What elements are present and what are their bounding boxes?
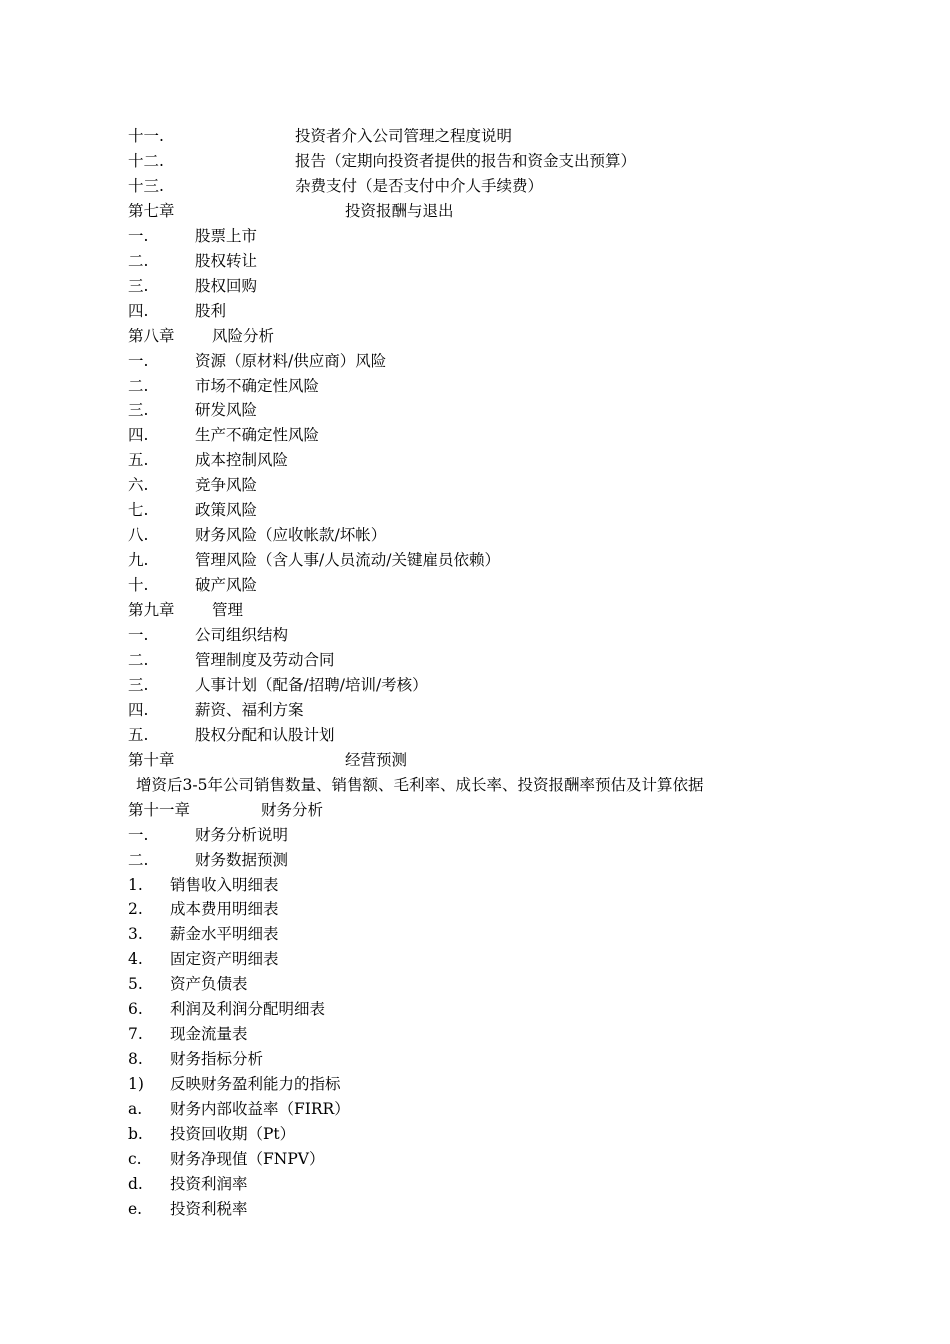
item-number: 一. [128, 227, 149, 245]
item-text: 现金流量表 [170, 1025, 248, 1043]
item-number: 六. [128, 476, 149, 494]
item-number: 五. [128, 726, 149, 744]
item-text: 管理风险（含人事/人员流动/关键雇员依赖） [195, 551, 500, 569]
item-number: 三. [128, 277, 149, 295]
item-text: 风险分析 [212, 327, 275, 345]
item-text: 薪资、福利方案 [195, 701, 304, 719]
item-text: 投资利税率 [170, 1200, 248, 1218]
item-number: 十一. [128, 127, 164, 145]
item-number: 二. [128, 377, 149, 395]
item-text: 破产风险 [195, 576, 258, 594]
item-text: 报告（定期向投资者提供的报告和资金支出预算） [295, 152, 637, 170]
item-number: 1) [128, 1075, 144, 1093]
item-text: 固定资产明细表 [170, 950, 279, 968]
item-text: 研发风险 [195, 401, 258, 419]
item-number: 十三. [128, 177, 164, 195]
item-text: 财务分析说明 [195, 826, 289, 844]
item-text: 管理制度及劳动合同 [195, 651, 335, 669]
item-number: 十二. [128, 152, 164, 170]
item-number: 第七章 [128, 202, 175, 220]
item-text: 财务风险（应收帐款/坏帐） [195, 526, 387, 544]
paragraph-text: 增资后3-5年公司销售数量、销售额、毛利率、成长率、投资报酬率预估及计算依据 [136, 776, 704, 794]
item-number: 五. [128, 451, 149, 469]
item-text: 成本控制风险 [195, 451, 289, 469]
item-text: 市场不确定性风险 [195, 377, 320, 395]
item-text: 销售收入明细表 [170, 876, 279, 894]
item-text: 成本费用明细表 [170, 900, 279, 918]
item-text: 人事计划（配备/招聘/培训/考核） [195, 676, 428, 694]
item-text: 政策风险 [195, 501, 258, 519]
item-number: 九. [128, 551, 149, 569]
item-text: 股票上市 [195, 227, 258, 245]
item-number: 8. [128, 1050, 143, 1068]
item-text: 薪金水平明细表 [170, 925, 279, 943]
item-text: 股权回购 [195, 277, 258, 295]
item-text: 反映财务盈利能力的指标 [170, 1075, 341, 1093]
item-number: 4. [128, 950, 143, 968]
item-text: 经营预测 [345, 751, 408, 769]
item-number: 四. [128, 701, 149, 719]
item-number: 3. [128, 925, 143, 943]
item-number: 第九章 [128, 601, 175, 619]
item-text: 财务净现值（FNPV） [170, 1150, 325, 1168]
item-text: 杂费支付（是否支付中介人手续费） [295, 177, 544, 195]
item-number: 二. [128, 651, 149, 669]
item-number: 一. [128, 352, 149, 370]
item-text: 投资回收期（Pt） [170, 1125, 296, 1143]
item-text: 公司组织结构 [195, 626, 289, 644]
item-number: 二. [128, 252, 149, 270]
item-number: a. [128, 1100, 143, 1118]
item-number: 7. [128, 1025, 143, 1043]
item-text: 财务分析 [261, 801, 324, 819]
item-number: 1. [128, 876, 143, 894]
item-text: 财务数据预测 [195, 851, 289, 869]
item-number: 第八章 [128, 327, 175, 345]
item-number: 2. [128, 900, 143, 918]
item-number: 四. [128, 302, 149, 320]
item-text: 投资利润率 [170, 1175, 248, 1193]
item-number: 四. [128, 426, 149, 444]
item-text: 股利 [195, 302, 227, 320]
item-text: 管理 [212, 601, 244, 619]
item-number: b. [128, 1125, 143, 1143]
item-text: 竞争风险 [195, 476, 258, 494]
item-number: 八. [128, 526, 149, 544]
item-number: 十. [128, 576, 149, 594]
item-number: 一. [128, 626, 149, 644]
item-text: 资产负债表 [170, 975, 248, 993]
item-number: 第十章 [128, 751, 175, 769]
item-text: 投资报酬与退出 [345, 202, 454, 220]
item-text: 财务指标分析 [170, 1050, 264, 1068]
item-text: 投资者介入公司管理之程度说明 [295, 127, 513, 145]
item-number: 三. [128, 676, 149, 694]
item-number: e. [128, 1200, 143, 1218]
item-text: 财务内部收益率（FIRR） [170, 1100, 350, 1118]
item-text: 利润及利润分配明细表 [170, 1000, 326, 1018]
item-number: c. [128, 1150, 142, 1168]
item-number: 5. [128, 975, 143, 993]
item-number: 七. [128, 501, 149, 519]
item-text: 生产不确定性风险 [195, 426, 320, 444]
item-number: d. [128, 1175, 143, 1193]
item-text: 资源（原材料/供应商）风险 [195, 352, 387, 370]
item-number: 二. [128, 851, 149, 869]
item-number: 第十一章 [128, 801, 191, 819]
item-number: 三. [128, 401, 149, 419]
item-text: 股权转让 [195, 252, 258, 270]
item-number: 一. [128, 826, 149, 844]
item-text: 股权分配和认股计划 [195, 726, 335, 744]
item-number: 6. [128, 1000, 143, 1018]
